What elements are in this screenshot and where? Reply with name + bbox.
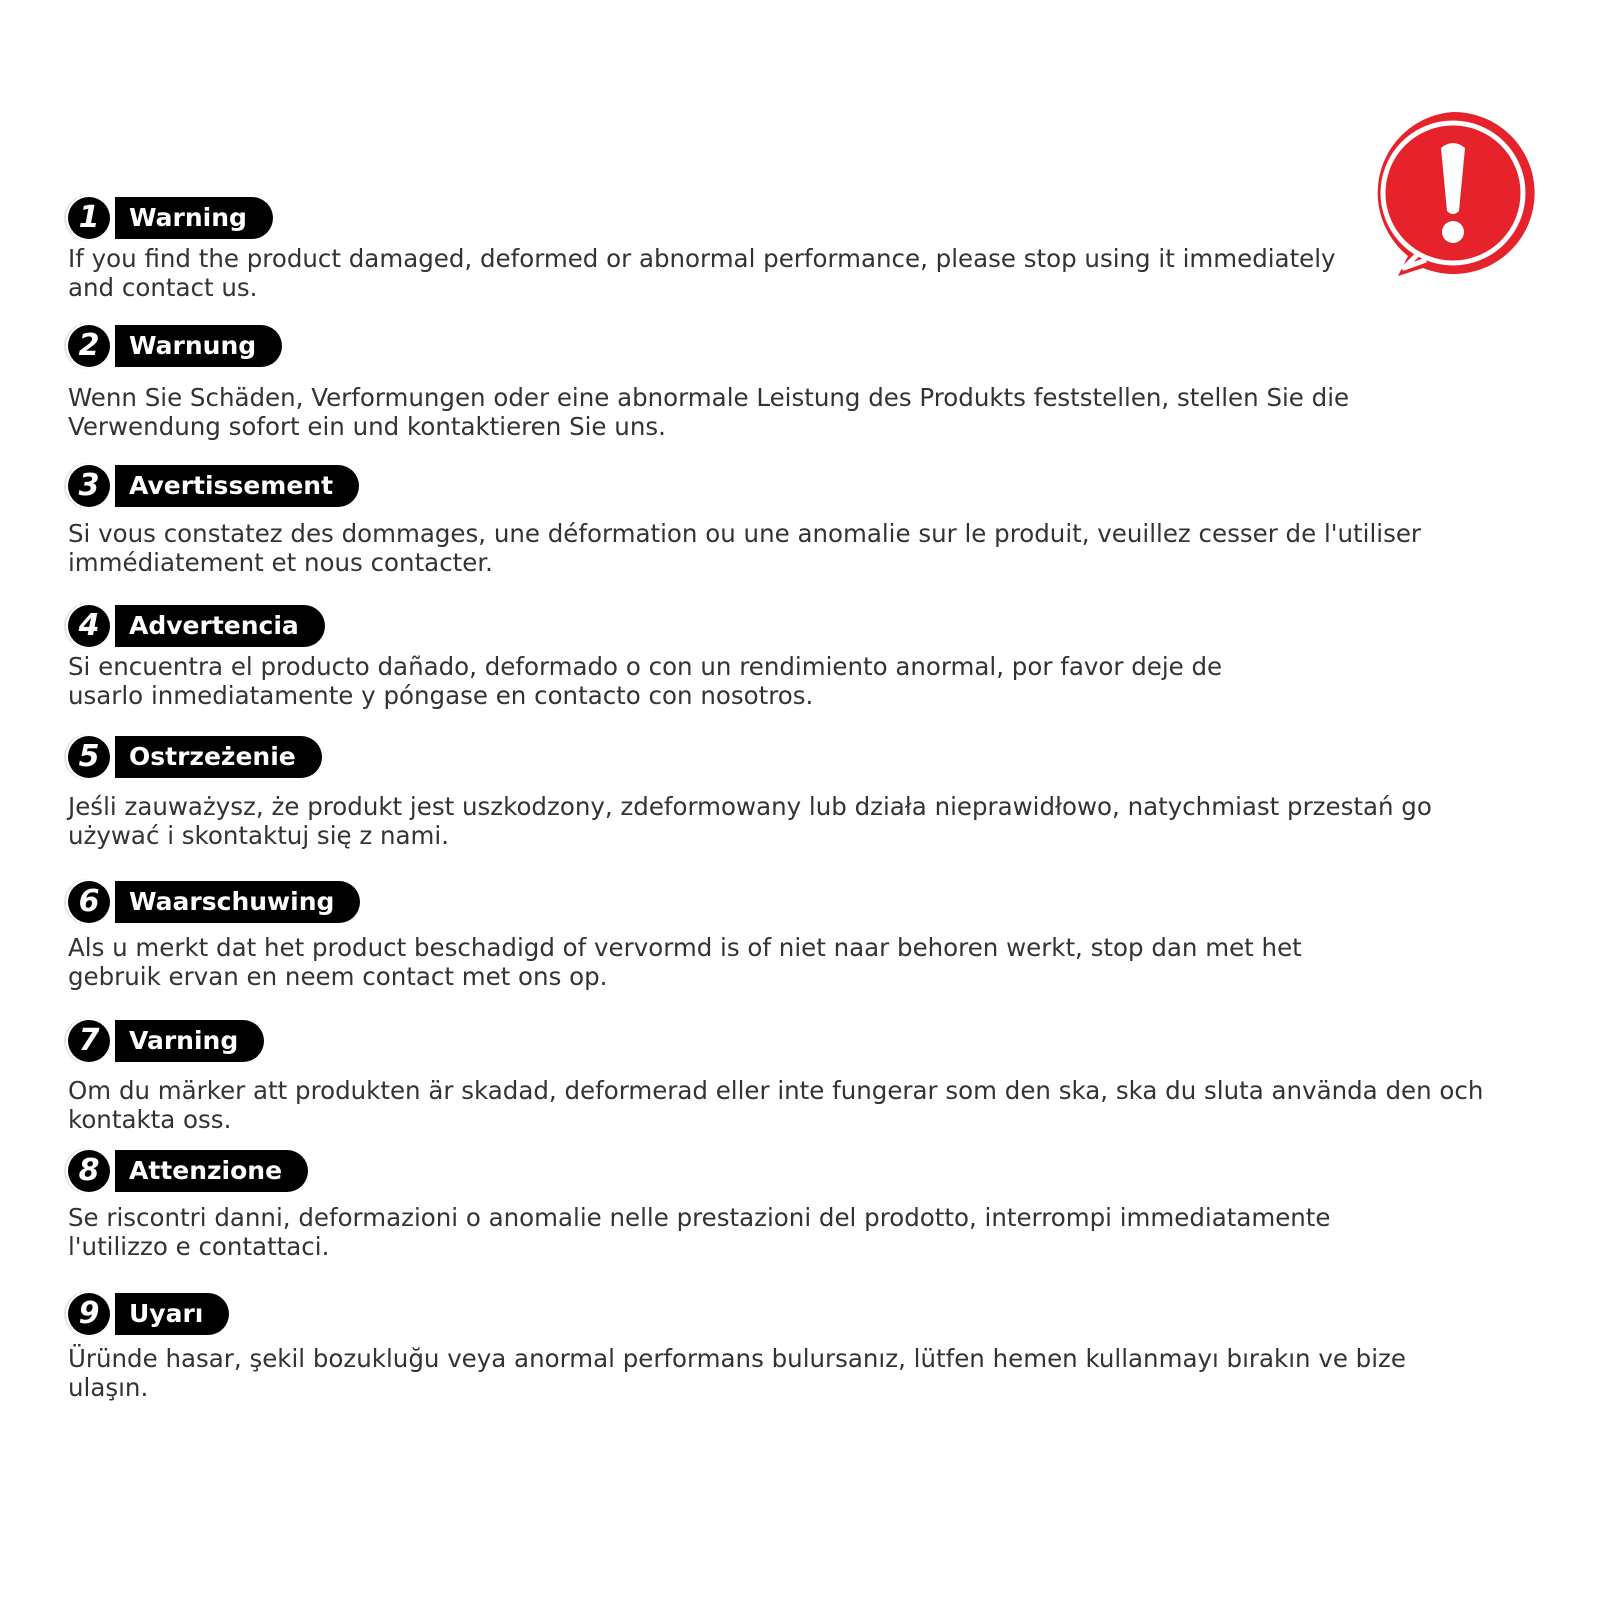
section-number: 1 [68, 197, 110, 239]
section-title: Waarschuwing [115, 881, 360, 923]
section-title: Advertencia [115, 605, 325, 647]
section-number: 8 [68, 1150, 110, 1192]
section-text: Se riscontri danni, deformazioni o anomalie nelle prestazioni del prodotto, interrompi immediatamente l'utilizzo e contattaci. [68, 1203, 1331, 1261]
section-badge [68, 1293, 229, 1335]
section-title: Attenzione [115, 1150, 308, 1192]
section-text: Om du märker att produkten är skadad, deformerad eller inte fungerar som den ska, ska du sluta använda den och kontakta oss. [68, 1076, 1484, 1134]
section-number: 4 [68, 605, 110, 647]
section-title: Warnung [115, 325, 282, 367]
section-text: Üründe hasar, şekil bozukluğu veya anormal performans bulursanız, lütfen hemen kullanmayı bırakın ve bize ulaşın. [68, 1344, 1406, 1402]
section-title: Avertissement [115, 465, 359, 507]
section-text: Jeśli zauważysz, że produkt jest uszkodzony, zdeformowany lub działa nieprawidłowo, natychmiast przestań go używać i skontaktuj się z nami. [68, 792, 1432, 850]
section-text: If you find the product damaged, deformed or abnormal performance, please stop using it immediately and contact us. [68, 244, 1336, 302]
section-number: 2 [68, 325, 110, 367]
section-title: Varning [115, 1020, 264, 1062]
section-badge [68, 736, 322, 778]
warning-section-2 [68, 325, 1508, 441]
section-badge [68, 325, 282, 367]
section-badge [68, 197, 273, 239]
section-number: 7 [68, 1020, 110, 1062]
section-badge [68, 881, 360, 923]
section-title: Warning [115, 197, 273, 239]
warning-section-8 [68, 1150, 1508, 1261]
section-badge [68, 1150, 308, 1192]
warning-section-4 [68, 605, 1508, 710]
section-text: Wenn Sie Schäden, Verformungen oder eine abnormale Leistung des Produkts feststellen, stellen Sie die Verwendung sofort ein und kontaktieren Sie uns. [68, 383, 1350, 441]
section-title: Uyarı [115, 1293, 229, 1335]
section-badge [68, 605, 325, 647]
section-number: 5 [68, 736, 110, 778]
warning-section-6 [68, 881, 1508, 991]
warning-section-9 [68, 1293, 1508, 1402]
section-number: 6 [68, 881, 110, 923]
warning-section-3 [68, 465, 1508, 577]
section-number: 9 [68, 1293, 110, 1335]
section-text: Als u merkt dat het product beschadigd of vervormd is of niet naar behoren werkt, stop dan met het gebruik ervan en neem contact met ons op. [68, 933, 1302, 991]
warning-section-5 [68, 736, 1508, 850]
warning-section-7 [68, 1020, 1508, 1134]
warning-section-1 [68, 197, 1508, 302]
section-badge [68, 465, 359, 507]
section-title: Ostrzeżenie [115, 736, 322, 778]
section-badge [68, 1020, 264, 1062]
section-text: Si vous constatez des dommages, une déformation ou une anomalie sur le produit, veuillez cesser de l'utiliser immédiatement et nous contacter. [68, 519, 1421, 577]
section-number: 3 [68, 465, 110, 507]
section-text: Si encuentra el producto dañado, deformado o con un rendimiento anormal, por favor deje de usarlo inmediatamente y póngase en contacto con nosotros. [68, 652, 1223, 710]
